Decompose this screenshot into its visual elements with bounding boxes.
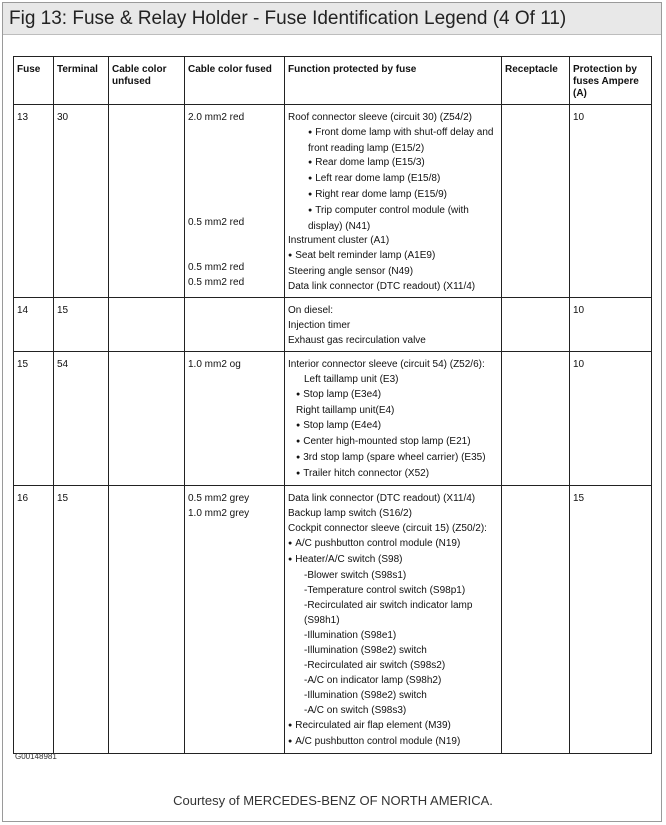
- terminal: 30: [54, 105, 109, 298]
- cable-fused: 1.0 mm2 og: [185, 352, 285, 486]
- header-terminal: Terminal: [54, 57, 109, 105]
- function-item: -A/C on switch (S98s3): [304, 705, 407, 716]
- function-item: -Blower switch (S98s1): [304, 570, 407, 581]
- fuse-number: 16: [14, 486, 54, 754]
- function-list: [285, 105, 502, 298]
- function-item: -Temperature control switch (S98p1): [304, 585, 466, 596]
- fuse-legend-table: [13, 56, 652, 754]
- function-item: -Illumination (S98e2) switch: [304, 690, 427, 701]
- cable-fused: 0.5 mm2 grey 1.0 mm2 grey: [185, 486, 285, 754]
- function-item: ● Right rear dome lamp (E15/9): [288, 187, 498, 203]
- function-item: Data link connector (DTC readout) (X11/4): [288, 493, 476, 504]
- header-receptacle: Receptacle: [502, 57, 570, 105]
- function-item: ● Center high-mounted stop lamp (E21): [288, 434, 498, 450]
- function-item: Left taillamp unit (E3): [304, 374, 399, 385]
- protection-amps: 15: [570, 486, 652, 754]
- table-row: [14, 352, 652, 486]
- table-row: [14, 298, 652, 352]
- table-row: [14, 105, 652, 298]
- protection-amps: 10: [570, 298, 652, 352]
- table-row: [14, 486, 652, 754]
- function-item: Exhaust gas recirculation valve: [288, 335, 426, 346]
- function-item: Interior connector sleeve (circuit 54) (Z52/6):: [288, 359, 485, 370]
- receptacle: [502, 486, 570, 754]
- cable-fused: 2.0 mm2 red 0.5 mm2 red 0.5 mm2 red 0.5 mm2 red: [185, 105, 285, 298]
- terminal: 15: [54, 298, 109, 352]
- figure-title: Fig 13: Fuse & Relay Holder - Fuse Identification Legend (4 Of 11): [3, 3, 661, 35]
- figure-id: G00148981: [15, 752, 57, 761]
- function-item: -A/C on indicator lamp (S98h2): [304, 675, 442, 686]
- function-item: Roof connector sleeve (circuit 30) (Z54/2): [288, 112, 472, 123]
- terminal: 15: [54, 486, 109, 754]
- function-item: ● Stop lamp (E3e4): [288, 387, 498, 403]
- function-item: Cockpit connector sleeve (circuit 15) (Z50/2):: [288, 523, 487, 534]
- function-list: [285, 298, 502, 352]
- function-item: Steering angle sensor (N49): [288, 266, 414, 277]
- function-item: ● Front dome lamp with shut-off delay and front reading lamp (E15/2): [288, 125, 498, 155]
- courtesy-credit: Courtesy of MERCEDES-BENZ OF NORTH AMERICA.: [173, 793, 493, 808]
- function-item: ● Heater/A/C switch (S98): [288, 552, 498, 568]
- function-item: -Recirculated air switch indicator lamp (S98h1): [304, 600, 473, 626]
- receptacle: [502, 352, 570, 486]
- receptacle: [502, 105, 570, 298]
- receptacle: [502, 298, 570, 352]
- function-item: ● Left rear dome lamp (E15/8): [288, 171, 498, 187]
- function-list: [285, 486, 502, 754]
- function-item: ● A/C pushbutton control module (N19): [288, 536, 498, 552]
- function-item: -Illumination (S98e2) switch: [304, 645, 427, 656]
- function-item: ● Trailer hitch connector (X52): [288, 466, 498, 482]
- header-fuse: Fuse: [14, 57, 54, 105]
- function-item: -Recirculated air switch (S98s2): [304, 660, 446, 671]
- function-item: ● A/C pushbutton control module (N19): [288, 734, 498, 750]
- function-item: Right taillamp unit(E4): [296, 405, 395, 416]
- function-item: ● Seat belt reminder lamp (A1E9): [288, 248, 498, 264]
- header-protection: Protection by fuses Ampere (A): [570, 57, 652, 105]
- header-cable-unfused: Cable color unfused: [109, 57, 185, 105]
- fuse-number: 15: [14, 352, 54, 486]
- cable-unfused: [109, 486, 185, 754]
- table-header-row: [14, 57, 652, 105]
- header-function: Function protected by fuse: [285, 57, 502, 105]
- function-item: Injection timer: [288, 320, 351, 331]
- function-item: Instrument cluster (A1): [288, 235, 390, 246]
- header-cable-fused: Cable color fused: [185, 57, 285, 105]
- function-item: ● Recirculated air flap element (M39): [288, 718, 498, 734]
- fuse-number: 14: [14, 298, 54, 352]
- fuse-number: 13: [14, 105, 54, 298]
- function-item: On diesel:: [288, 305, 334, 316]
- function-item: Backup lamp switch (S16/2): [288, 508, 412, 519]
- cable-unfused: [109, 298, 185, 352]
- function-item: ● Rear dome lamp (E15/3): [288, 155, 498, 171]
- cable-unfused: [109, 105, 185, 298]
- protection-amps: 10: [570, 105, 652, 298]
- function-item: -Illumination (S98e1): [304, 630, 397, 641]
- cable-fused: [185, 298, 285, 352]
- protection-amps: 10: [570, 352, 652, 486]
- function-item: ● Stop lamp (E4e4): [288, 418, 498, 434]
- cable-unfused: [109, 352, 185, 486]
- function-item: ● 3rd stop lamp (spare wheel carrier) (E35): [288, 450, 498, 466]
- function-item: Data link connector (DTC readout) (X11/4): [288, 281, 476, 292]
- function-list: [285, 352, 502, 486]
- function-item: ● Trip computer control module (with display) (N41): [288, 203, 498, 233]
- terminal: 54: [54, 352, 109, 486]
